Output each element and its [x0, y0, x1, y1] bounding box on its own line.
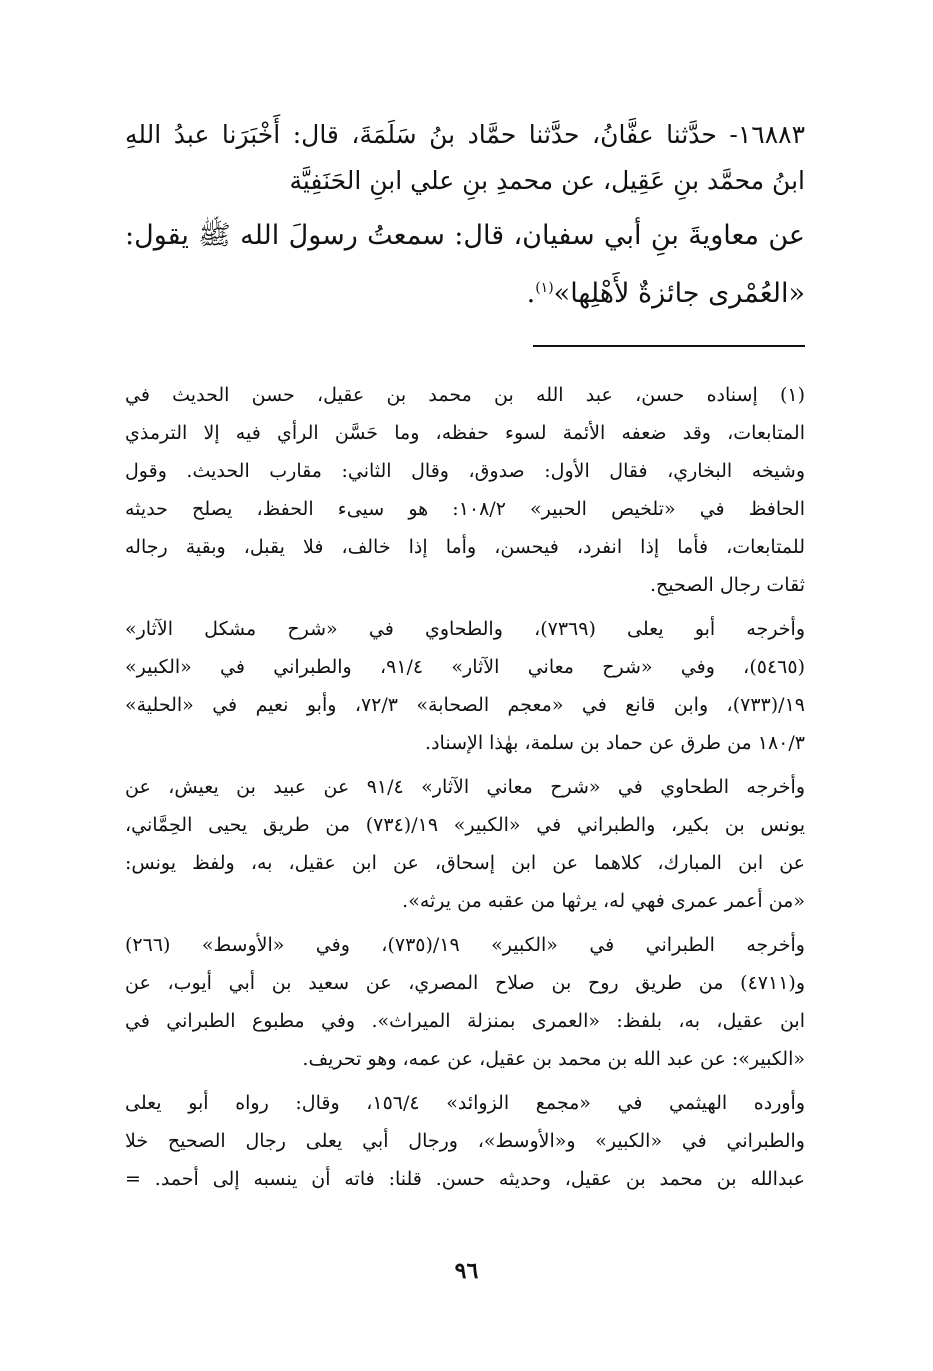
footnote-line: «من أعمر عمرى فهي له، يرثها من عقبه من يرثه». [402, 890, 805, 912]
matn-quote: «العُمْرى جائزةٌ لأَهْلِها» [553, 278, 805, 309]
footnote-line: عبدالله بن محمد بن عقيل، وحديثه حسن. قلنا: فاته أن ينسبه إلى أحمد. = [125, 1168, 805, 1190]
footnote-line: يونس بن بكير، والطبراني في «الكبير» ١٩/(٧٣٤) من طريق يحيى الحِمَّاني، [125, 814, 805, 836]
footnote-line: ثقات رجال الصحيح. [649, 574, 805, 596]
footnote-line: ابن عقيل، به، بلفظ: «العمرى بمنزلة الميراث». وفي مطبوع الطبراني في [125, 1010, 805, 1032]
isnad-line-1: ١٦٨٨٣- حدَّثنا عفَّانُ، حدَّثنا حمَّاد بنُ سَلَمَةَ، قال: أَخْبَرَنا عبدُ اللهِ [125, 120, 805, 149]
footnote-paragraph-5 [125, 1084, 805, 1198]
hadith-matn [125, 210, 805, 320]
matn-end-mark: . [526, 278, 536, 309]
footnote-line: وشيخه البخاري، فقال الأول: صدوق، وقال الثاني: مقارب الحديث. وقول [125, 460, 805, 482]
matn-line-1: عن معاويةَ بنِ أبي سفيان، قال: سمعتُ رسولَ الله ﷺ يقول: [125, 220, 805, 251]
footnote-line: الحافظ في «تلخيص الحبير» ١٠٨/٢: هو سيىء الحفظ، يصلح حديثه [125, 498, 805, 520]
footnote-line: ١٨٠/٣ من طرق عن حماد بن سلمة، بهٰذا الإسناد. [425, 732, 805, 754]
footnote-line: المتابعات، وقد ضعفه الأئمة لسوء حفظه، وما حَسَّن الرأي فيه إلا الترمذي [125, 422, 805, 444]
footnote-line: وأورده الهيثمي في «مجمع الزوائد» ١٥٦/٤، وقال: رواه أبو يعلى [125, 1092, 805, 1114]
matn-line-2 [125, 262, 805, 320]
footnote-paragraph-2 [125, 610, 805, 762]
footnote-line: وأخرجه الطحاوي في «شرح معاني الآثار» ٩١/٤ عن عبيد بن يعيش، عن [125, 776, 805, 798]
hadith-text [125, 112, 805, 320]
footnote-line: وأخرجه أبو يعلى (٧٣٦٩)، والطحاوي في «شرح مشكل الآثار» [125, 618, 806, 640]
footnote-line: (٥٤٦٥)، وفي «شرح معاني الآثار» ٩١/٤، والطبراني في «الكبير» [125, 656, 805, 678]
hadith-isnad [125, 112, 805, 204]
isnad-line-2: ابنُ محمَّد بنِ عَقِيل، عن محمدِ بنِ علي ابنِ الحَنَفِيَّة [289, 166, 805, 195]
footnote-paragraph-4 [125, 926, 805, 1078]
footnote-line: «الكبير»: عن عبد الله بن محمد بن عقيل، عن عمه، وهو تحريف. [302, 1048, 805, 1070]
footnote-line: و(٤٧١١) من طريق روح بن صلاح المصري، عن سعيد بن أبي أيوب، عن [125, 972, 805, 994]
footnote-paragraph-1 [125, 376, 805, 604]
footnote-line: ١٩/(٧٣٣)، وابن قانع في «معجم الصحابة» ٧٢/٣، وأبو نعيم في «الحلية» [125, 694, 805, 716]
footnote-line: والطبراني في «الكبير» و«الأوسط»، ورجال أبي يعلى رجال الصحيح خلا [125, 1130, 805, 1152]
footnote-line: وأخرجه الطبراني في «الكبير» ١٩/(٧٣٥)، وفي «الأوسط» (٢٦٦) [125, 934, 805, 956]
footnote-line: (١) إسناده حسن، عبد الله بن محمد بن عقيل، حسن الحديث في [125, 384, 805, 406]
footnote-reference: (١) [535, 280, 554, 296]
footnote-paragraph-3 [125, 768, 805, 920]
footnote-line: عن ابن المبارك، كلاهما عن ابن إسحاق، عن ابن عقيل، به، ولفظ يونس: [125, 852, 805, 874]
footnotes [125, 376, 805, 1204]
footnote-line: للمتابعات، فأما إذا انفرد، فيحسن، وأما إذا خالف، فلا يقبل، وبقية رجاله [125, 536, 805, 558]
page-number: ٩٦ [454, 1258, 479, 1284]
footnote-separator [533, 345, 805, 347]
